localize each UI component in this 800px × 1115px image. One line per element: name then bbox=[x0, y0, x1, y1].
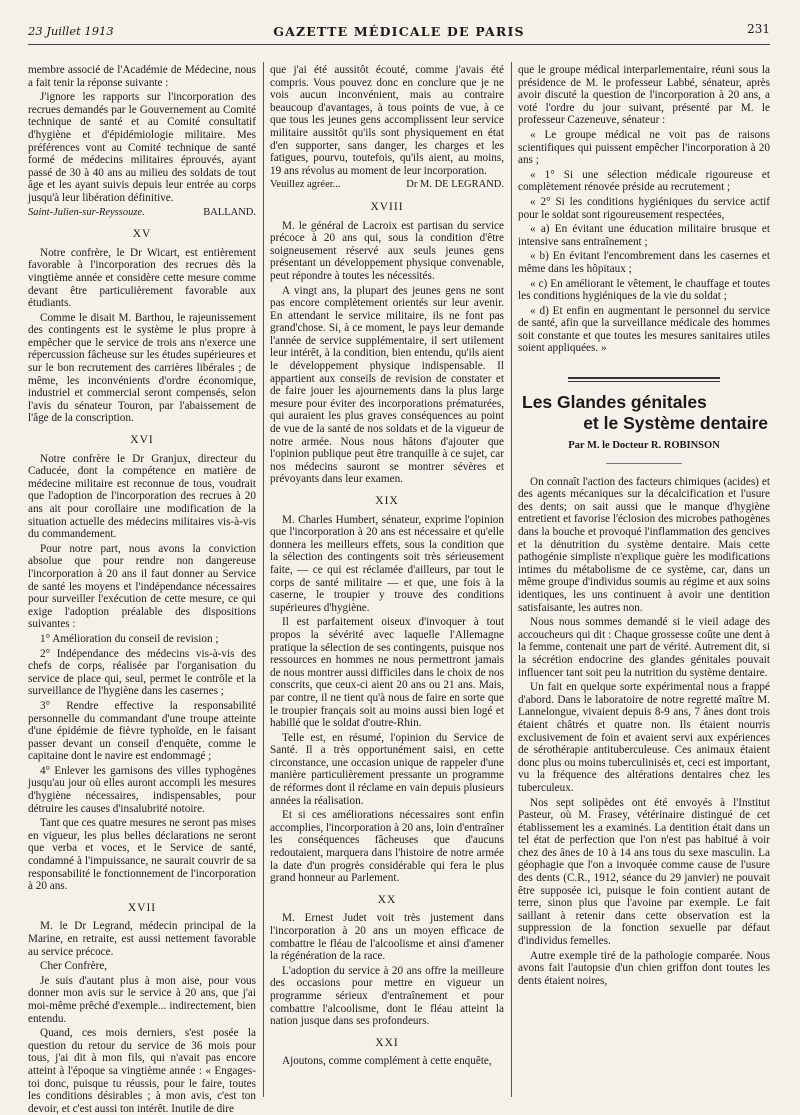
section-heading: XX bbox=[377, 893, 397, 906]
quote-item: « d) Et enfin en augmentant le personnel du service de santé, afin que la surveillance médicale des hommes soit constante et que toutes les mesures sanitaires utiles soient appliquées. » bbox=[518, 304, 770, 355]
section-heading: XV bbox=[132, 228, 152, 241]
quote-item: « a) En évitant une éducation militaire brusque et intensive sans entraînement ; bbox=[518, 223, 770, 248]
signature-place: Saint-Julien-sur-Reyssouze. bbox=[28, 206, 145, 218]
paragraph: M. Ernest Judet voit très justement dans l'incorporation à 20 ans un moyen efficace de combattre le fléau de l'alcoolisme et ainsi d'amener la régénération de la race. bbox=[270, 912, 504, 963]
paragraph: Notre confrère, le Dr Wicart, est entièrement favorable à l'incorporation des recrues dès la vingtième année et considère cette mesure comme devant être particulièrement favorable aux étudiants. bbox=[28, 246, 256, 310]
paragraph: que le groupe médical interparlementaire, réuni sous la présidence de M. le professeur Labbé, sénateur, après avoir discuté la question de l'incorporation à 20 ans, a voté l'ordre du jour suivant, présenté par M. le professeur Cazeneuve, sénateur : bbox=[518, 64, 770, 127]
paragraph: Comme le disait M. Barthou, le rajeunissement des contingents est le système le plus propre à empêcher que le service de trois ans n'exerce une répercussion fâcheuse sur les études supérieures et sur le bon recrutement des carrières libérales ; de même, les inconvénients d'ordre économique, industriel et commercial seront compensés, selon l'avis du sénateur Touron, par l'abaissement de l'âge de la conscription. bbox=[28, 311, 256, 425]
paragraph: M. le général de Lacroix est partisan du service précoce à 20 ans qui, sous la condition d'être soigneusement réservé aux seuls jeunes gens présentant un développement physique convenable, peut répondre à toutes les nécessités. bbox=[270, 219, 504, 282]
signature-closing: Veuillez agréer... bbox=[270, 179, 341, 191]
paragraph: Telle est, en résumé, l'opinion du Service de Santé. Il a très opportunément saisi, en cette circonstance, une occasion unique de rappeler d'une manière particulièrement pressante un programme de réformes dont il réclame en vain depuis plusieurs années la réalisation. bbox=[270, 731, 504, 807]
section-heading: XIX bbox=[375, 495, 399, 507]
paragraph: On connaît l'action des facteurs chimiques (acides) et des agents mécaniques sur la décalcification et l'usure des dents; on sait aussi que le manque d'hygiène entretient et favorise l'éclosion des microbes pathogènes dans la bouche et provoqué l'inflammation des gencives et la dénutrition du système dentaire. Mais cette pathogénie simpliste n'explique guère les modifications intimes du métabolisme de ce système, car, dans un même groupe d'individus soumis au régime et aux soins identiques, les uns continuent à avoir une dentition satisfaisante, les autres non. bbox=[518, 475, 770, 614]
paragraph: Nos sept solipèdes ont été envoyés à l'Institut Pasteur, où M. Frasey, vétérinaire distingué de cet établissement les a examinés. La dentition était dans un tel état de perfection que l'on n'est pas habitué à voir chez des ânes de 10 à 14 ans tous du sexe masculin. La géophagie que l'on a invoquée comme cause de l'usure des dents (C.R., 1912, séance du 29 janvier) ne pouvait être supposée ici, puisque le foin contient autant de terre, sinon plus que l'avoine par exemple. Le fait saillant à retenir dans cette observation est la suppression de la fonction sexuelle par défaut d'individus femelles. bbox=[518, 796, 770, 948]
paragraph: Je suis d'autant plus à mon aise, pour vous donner mon avis sur le service à 20 ans, que j'ai moi-même prêché d'exemple... indirectement, bien entendu. bbox=[28, 974, 256, 1025]
paragraph: Quand, ces mois derniers, s'est posée la question du retour du service de 36 mois pour tous, j'ai dit à mon fils, qui n'avait pas encore atteint à l'époque sa vingtième année : « Engages-toi donc, puisque tu réussis, pour le faire, toutes les conditions désirables ; à mon avis, c'est ton devoir, et c'est aussi ton intérêt. Inutile de dire bbox=[28, 1027, 256, 1115]
quote-item: « 2° Si les conditions hygiéniques du service actif pour le soldat sont rigoureusement respectées, bbox=[518, 195, 770, 221]
paragraph: que j'ai été aussitôt écouté, comme j'avais été compris. Vous pouvez donc en conclure que je ne vois aucun inconvénient, mais au contraire beaucoup d'avantages, à tous points de vue, à ce que tous les jeunes gens accomplissent leur service militaire aussitôt qu'ils sont physiquement en état d'en supporter, sans danger, les charges et les fatigues, pourvu, toutefois, qu'ils aient, au moins, 19 ans révolus au moment de leur incorporation. bbox=[270, 64, 504, 177]
section-heading: XVII bbox=[127, 901, 157, 914]
quote-item: « b) En évitant l'encombrement dans les casernes et même dans les hôpitaux ; bbox=[518, 250, 770, 275]
page-number: 231 bbox=[747, 22, 770, 36]
journal-title: GAZETTE MÉDICALE DE PARIS bbox=[273, 24, 525, 39]
paragraph: L'adoption du service à 20 ans offre la meilleure des occasions pour mettre en vigueur un programme sérieux d'entraînement et pour combattre l'alcoolisme, dont le fléau atteint la nation jusque dans ses profondeurs. bbox=[270, 964, 504, 1028]
paragraph: A vingt ans, la plupart des jeunes gens ne sont pas encore complètement orientés sur leur avenir. En attendant le service militaire, ils ne font pas grand'chose. Si, à ce moment, le pays leur demande l'année de service supplémentaire, il sert utilement leur intérêt, à la condition, bien entendu, qu'ils aient le développement physique indispensable. Il appartient aux conseils de revision de constater et de faire jouer les ajournements dans la plus large mesure pour éviter des incorporations prématurées, qui auraient les plus graves conséquences au point de vue de la santé de nos soldats et de la vigueur de notre armée. Nous nous hâtons d'ajouter que l'opinion publique peut être tranquille à ce sujet, car nos médecins sauront se montrer sévères et prévoyants dans leur examen. bbox=[270, 284, 504, 486]
paragraph: Cher Confrère, bbox=[40, 960, 108, 973]
column-3 bbox=[518, 64, 770, 1094]
quote-item: « Le groupe médical ne voit pas de raisons scientifiques qui puissent empêcher l'incorporation à 20 ans ; bbox=[518, 128, 770, 167]
quote-item: « 1° Si une sélection médicale rigoureuse et complètement rénovée préside au recrutement ; bbox=[518, 168, 770, 194]
list-item: 1° Amélioration du conseil de revision ; bbox=[40, 632, 219, 645]
column-divider bbox=[511, 62, 512, 1097]
list-item: 3° Rendre effective la responsabilité personnelle du commandant d'une troupe atteinte d'une épidémie de fièvre typhoïde, en le faisant passer devant un conseil d'enquête, comme le capitaine dont le navire est endommagé ; bbox=[28, 699, 256, 763]
article-title-line-2: et le Système dentaire bbox=[583, 413, 768, 434]
paragraph: M. le Dr Legrand, médecin principal de la Marine, en retraite, est aussi nettement favorable au service précoce. bbox=[28, 920, 256, 958]
paragraph: Un fait en quelque sorte expérimental nous a frappé d'abord. Dans le laboratoire de notre regretté maître M. Lannelongue, vivaient depuis 8-9 ans, 7 ânes dont trois étaient châtrés et quatre non. Ils étaient nourris exclusivement de foin et avaient servi aux expériences de sérothérapie antituberculeuse. Ces animaux étaient donc plus ou moins tuberculinisés et, ceci est important, vu la fréquence des altérations dentaires chez les tuberculeux. bbox=[518, 681, 770, 794]
article-title-line-1: Les Glandes génitales bbox=[522, 392, 707, 413]
section-heading: XXI bbox=[375, 1036, 399, 1049]
list-item: 2° Indépendance des médecins vis-à-vis des chefs de corps, réalisée par l'organisation du service de place qui, seul, permet le contrôle et la surveillance de l'hygiène dans les casernes ; bbox=[28, 647, 256, 698]
signature bbox=[28, 207, 256, 220]
paragraph: Tant que ces quatre mesures ne seront pas mises en vigueur, les plus belles déclarations ne seront que verba et voces, et le Service de santé, condamné à l'impuissance, ne saurait couvrir de sa responsabilité le fonctionnement de l'incorporation à 20 ans. bbox=[28, 817, 256, 893]
paragraph: Ajoutons, comme complément à cette enquête, bbox=[282, 1055, 492, 1068]
byline-divider bbox=[606, 463, 682, 464]
column-1 bbox=[28, 64, 256, 1115]
article-byline: Par M. le Docteur R. ROBINSON bbox=[568, 440, 720, 452]
paragraph: Pour notre part, nous avons la conviction absolue que pour rendre non dangereuse l'incorporation à 20 ans il faut donner au Service de santé les moyens et l'indépendance nécessaires pour surveiller l'exécution de cette mesure, ce qui exige l'adoption préalable des dispositions suivantes : bbox=[28, 542, 256, 631]
column-2 bbox=[270, 64, 504, 1094]
list-item: 4° Enlever les garnisons des villes typhogènes jusqu'au jour où elles auront accompli les mesures d'hygiène nécessaires, indispensables, pour détruire les causes d'insalubrité notoire. bbox=[28, 764, 256, 815]
paragraph: membre associé de l'Académie de Médecine, nous a fait tenir la réponse suivante : bbox=[28, 64, 256, 89]
quote-item: « c) En améliorant le vêtement, le chauffage et toutes les conditions hygiéniques de la vie du soldat ; bbox=[518, 277, 770, 303]
paragraph: Autre exemple tiré de la pathologie comparée. Nous avons fait l'autopsie d'un chien griffon dont toutes les dents étaient noires, bbox=[518, 949, 770, 987]
paragraph: M. Charles Humbert, sénateur, exprime l'opinion que l'incorporation à 20 ans est nécessaire et qu'elle donnera les meilleurs effets, sous la condition que la sélection des contingents soit très sérieusement faite, — ce qui est réclamée d'ailleurs, par tout le corps de santé militaire — et que, une fois à la caserne, le troupier y trouve des conditions supérieures d'hygiène. bbox=[270, 513, 504, 614]
paragraph: J'ignore les rapports sur l'incorporation des recrues demandés par le Gouvernement au Comité technique de santé et au Comité consultatif d'hygiène et d'épidémiologie militaire. Mes préférences vont au Comité technique de santé formé de médecins militaires éprouvés, ayant passé de 30 à 40 ans au milieu des soldats de tout âge et les ayant suivis depuis leur entrée au corps jusqu'à leur libération définitive. bbox=[28, 91, 256, 204]
signature-name: BALLAND. bbox=[203, 206, 256, 218]
paragraph: Et si ces améliorations nécessaires sont enfin accomplies, l'incorporation à 20 ans, loin d'entraîner les conséquences fâcheuses que d'aucuns redoutaient, marquera dans l'histoire de notre armée la date d'un progrès considérable qui fera le plus grand honneur au Parlement. bbox=[270, 809, 504, 885]
paragraph: Il est parfaitement oiseux d'invoquer à tout propos la sévérité avec laquelle l'Allemagne pratique la sélection de ses contingents, puisque nos ressources en hommes ne nous permettront jamais de nous montrer aussi difficiles dans le choix de nos conscrits, que ceux-ci aient 20 ans ou 21 ans. Mais, par contre, il ne tient qu'à nous de faire en sorte que le troupier français soit au moins aussi bien logé et habillé que le soldat d'outre-Rhin. bbox=[270, 616, 504, 730]
signature-name: Dr M. DE LEGRAND. bbox=[406, 179, 504, 191]
section-heading: XVI bbox=[130, 434, 154, 447]
paragraph: Notre confrère le Dr Granjux, directeur du Caducée, dont la compétence en matière de médecine militaire est reconnue de tous, voudrait que l'adoption de l'incorporation des recrues à 20 ans ait pour corollaire une modification de la situation actuelle des médecins militaires vis-à-vis du commandement. bbox=[28, 452, 256, 541]
paragraph: Nous nous sommes demandé si le vieil adage des accoucheurs qui dit : Chaque grossesse coûte une dent à la femme, contenait une part de vérité. Autrement dit, si la sécrétion endocrine des glandes génitales pouvait influencer tant soit peu la nutrition du système dentaire. bbox=[518, 616, 770, 679]
article-divider bbox=[568, 377, 719, 382]
column-divider bbox=[263, 62, 264, 1097]
signature bbox=[270, 179, 504, 192]
issue-date: 23 Juillet 1913 bbox=[28, 24, 114, 38]
page-header bbox=[28, 22, 770, 45]
section-heading: XVIII bbox=[370, 200, 404, 213]
